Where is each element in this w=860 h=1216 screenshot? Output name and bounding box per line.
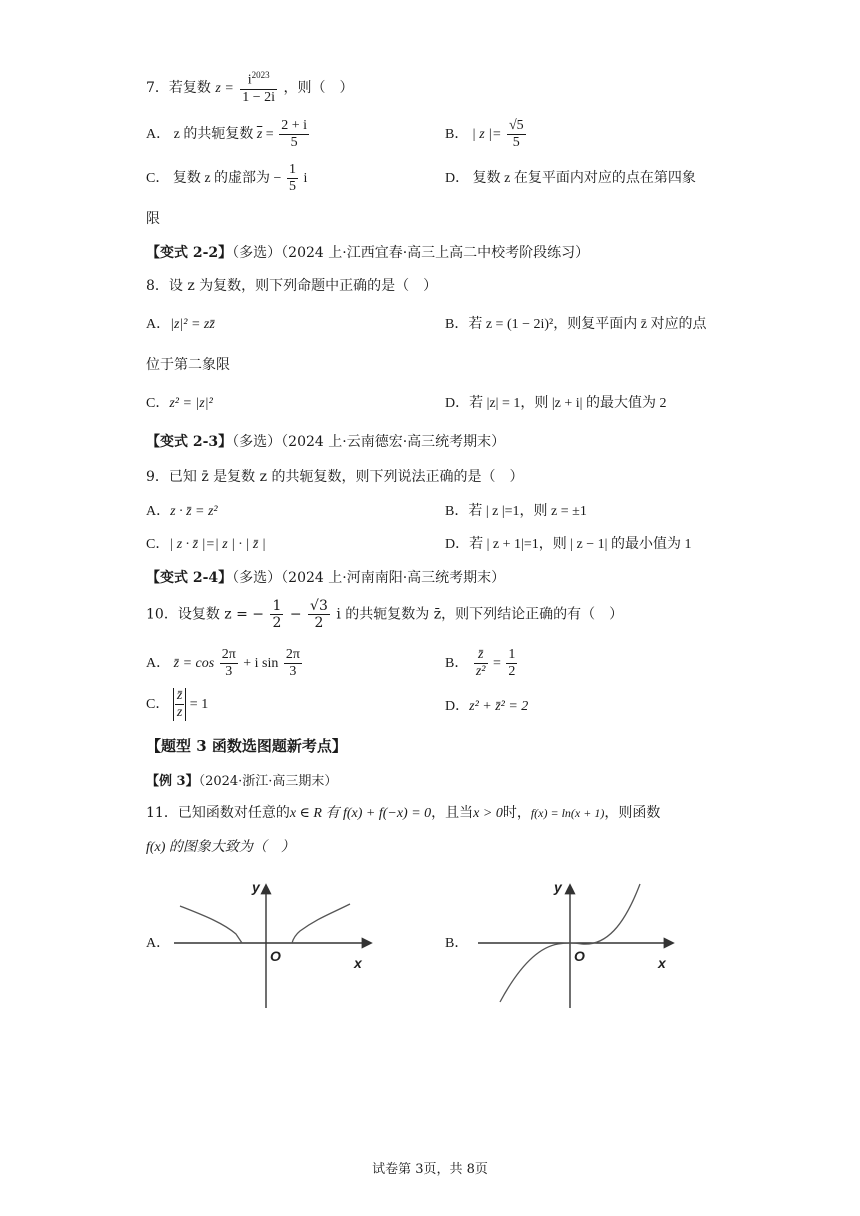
q9-option-c: C．| z · z̄ |=| z | · | z̄ | xyxy=(146,537,266,552)
q8-option-b-continued: 位于第二象限 xyxy=(146,357,230,373)
y-axis-label: y xyxy=(252,879,260,895)
origin-label: O xyxy=(270,948,281,964)
example-3-header: 【例 3】（2024·浙江·高三期末） xyxy=(146,774,338,789)
origin-label: O xyxy=(574,948,585,964)
q8-option-c: C．z² = |z|² xyxy=(146,396,213,411)
q8-option-b: B．若 z = (1 − 2i)²，则复平面内 z̄ 对应的点 xyxy=(445,317,707,332)
q10-option-b: B． $\frac{z̄}{\text{z²}}$ = $\frac{1}{2}$ xyxy=(445,647,516,680)
q9-stem: 9．已知 z̄ 是复数 z 的共轭复数，则下列说法正确的是（ ） xyxy=(146,469,524,485)
x-axis-label: x xyxy=(658,955,666,971)
q10-option-a: A． z̄ = cos $\frac{2\pi}{3}$ + i sin $\frac{2\pi}{3}$ xyxy=(146,647,300,680)
q7-stem: 7．若复数 z = $\frac{i^{2023}}{1 - 2i}$ ，则（ ） xyxy=(146,70,354,105)
variant-2-2-header: 【变式 2-2】（多选）（2024 上·江西宜春·高三上高二中校考阶段练习） xyxy=(146,245,590,261)
q9-option-d: D．若 | z + 1|=1，则 | z − 1| 的最小值为 1 xyxy=(445,537,692,552)
q10-stem: 10．设复数 z = − $\frac{1}{2}$ − $\frac{√3}{2}$ i 的共轭复数为 z̄，则下列结论正确的有（ ） xyxy=(146,598,624,632)
q8-option-a: A．|z|² = zz̄ xyxy=(146,317,215,332)
q11-option-b-label: B． xyxy=(445,936,469,951)
q7-option-d-continued: 限 xyxy=(146,211,160,227)
q7-option-b: B． | z |= $\frac{√5}{5}$ xyxy=(445,118,524,151)
q11-graph-a xyxy=(170,876,380,1016)
q7-option-d: D． 复数 z 在复平面内对应的点在第四象 xyxy=(445,171,696,186)
variant-2-4-header: 【变式 2-4】（多选）（2024 上·河南南阳·高三统考期末） xyxy=(146,570,506,586)
q8-stem: 8．设 z 为复数，则下列命题中正确的是（ ） xyxy=(146,278,438,294)
q7-option-a: A． z 的共轭复数 $\overline{z}$ = $\frac{2 + i}{5}$ xyxy=(146,118,307,151)
x-axis-label: x xyxy=(354,955,362,971)
curve-left xyxy=(180,906,242,943)
section-3-title: 【题型 3 函数选图题新考点】 xyxy=(146,737,347,755)
variant-2-3-header: 【变式 2-3】（多选）（2024 上·云南德宏·高三统考期末） xyxy=(146,434,506,450)
y-axis-label: y xyxy=(554,879,562,895)
q8-option-d: D．若 |z| = 1，则 |z + i| 的最大值为 2 xyxy=(445,396,667,411)
q7-option-c: C． 复数 z 的虚部为 − $\frac{1}{5}$ i xyxy=(146,162,308,195)
curve-right xyxy=(292,904,350,943)
q10-option-d: D．z² + z̄² = 2 xyxy=(445,699,529,714)
q11-option-a-label: A． xyxy=(146,936,171,951)
page-footer: 试卷第 3页，共 8页 xyxy=(372,1162,488,1177)
q11-graph-b xyxy=(474,876,684,1016)
q9-option-a: A．z · z̄ = z² xyxy=(146,504,218,519)
q11-stem-line2: f(x) 的图象大致为（ ） xyxy=(146,840,295,855)
q11-stem-line1: 11．已知函数对任意的x ∈ R 有 f(x) + f(−x) = 0，且当x > 0时，f(x) = ln(x + 1)，则函数 xyxy=(146,805,661,821)
q9-option-b: B．若 | z |=1，则 z = ±1 xyxy=(445,504,587,519)
q10-option-c: C． $\frac{z̄}{z}$ = 1 xyxy=(146,688,209,721)
